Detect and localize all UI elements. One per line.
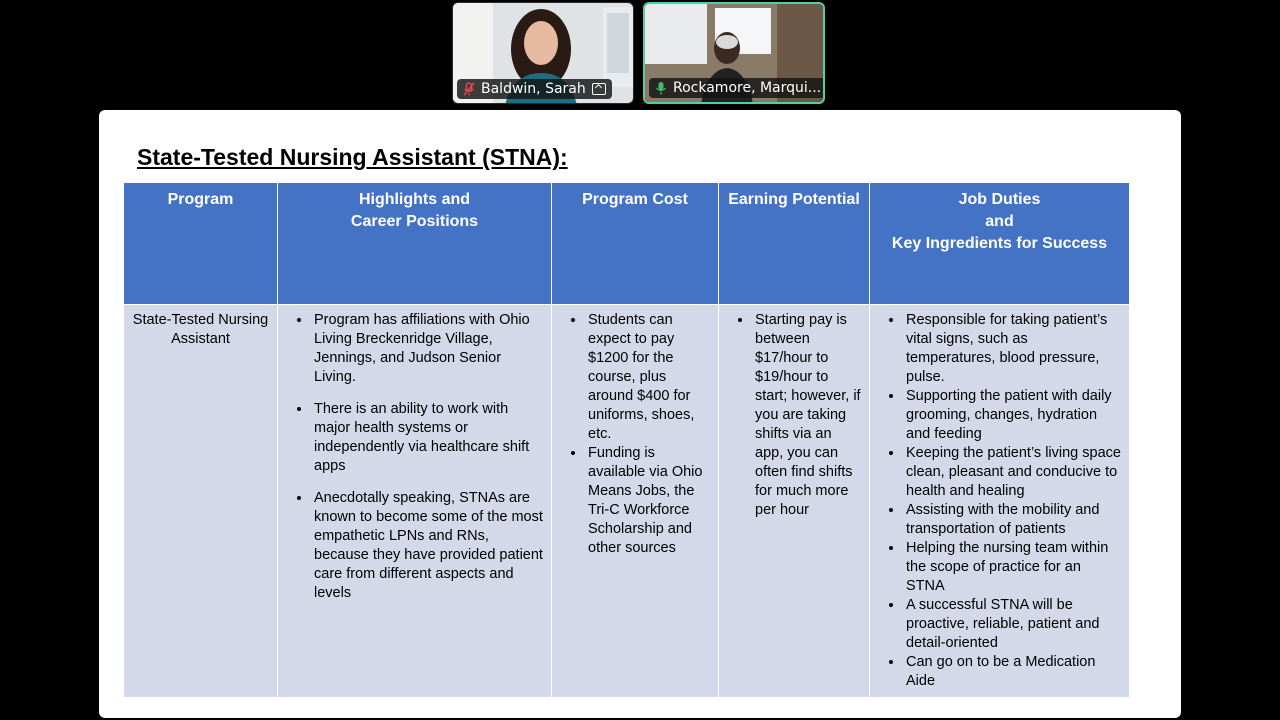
participant-namebar [649,78,825,98]
participant-name: Rockamore, Marqui... [673,80,822,96]
list-item: • Helping the nursing team within the scope of practice for an STNA [904,539,1121,596]
list-item: • Assisting with the mobility and transportation of patients [904,501,1121,539]
participant-tile-baldwin[interactable] [452,2,634,104]
list-item: • Responsible for taking patient’s vital signs, such as temperatures, blood pressure, pulse. [904,311,1121,387]
list-item: • Students can expect to pay $1200 for the course, plus around $400 for uniforms, shoes, etc. [586,311,710,444]
cell-program: State-Tested Nursing Assistant [124,305,278,698]
header-cost: Program Cost [552,183,719,305]
slide-title: State-Tested Nursing Assistant (STNA): [137,144,568,170]
list-item: • Can go on to be a Medication Aide [904,653,1121,691]
cell-earning [719,305,870,698]
table-row [124,305,1130,698]
shared-slide [99,110,1181,718]
participant-tile-rockamore[interactable] [643,2,825,104]
header-program: Program [124,183,278,305]
mic-muted-icon[interactable] [463,82,475,96]
share-screen-icon [592,83,606,95]
header-earning: Earning Potential [719,183,870,305]
mic-icon[interactable] [655,81,667,95]
list-item: • Funding is available via Ohio Means Jobs, the Tri-C Workforce Scholarship and other sources [586,444,710,558]
participant-name: Baldwin, Sarah [481,81,586,97]
header-duties: Job Duties and Key Ingredients for Success [870,183,1130,305]
table-header-row [124,183,1130,305]
list-item: • Starting pay is between $17/hour to $19/hour to start; however, if you are taking shifts via an app, you can often find shifts for much more per hour [753,311,861,520]
cell-cost [552,305,719,698]
cell-duties [870,305,1130,698]
list-item: • Program has affiliations with Ohio Living Breckenridge Village, Jennings, and Judson Senior Living. [312,311,543,387]
participant-namebar [457,79,612,99]
program-table [123,182,1130,698]
list-item: • Supporting the patient with daily grooming, changes, hydration and feeding [904,387,1121,444]
list-item: • Anecdotally speaking, STNAs are known to become some of the most empathetic LPNs and RNs, because they have provided patient care from different aspects and levels [312,489,543,603]
list-item: • Keeping the patient’s living space clean, pleasant and conducive to health and healing [904,444,1121,501]
list-item: • A successful STNA will be proactive, reliable, patient and detail-oriented [904,596,1121,653]
cell-highlights [278,305,552,698]
header-highlights: Highlights and Career Positions [278,183,552,305]
list-item: • There is an ability to work with major health systems or independently via healthcare shift apps [312,400,543,476]
